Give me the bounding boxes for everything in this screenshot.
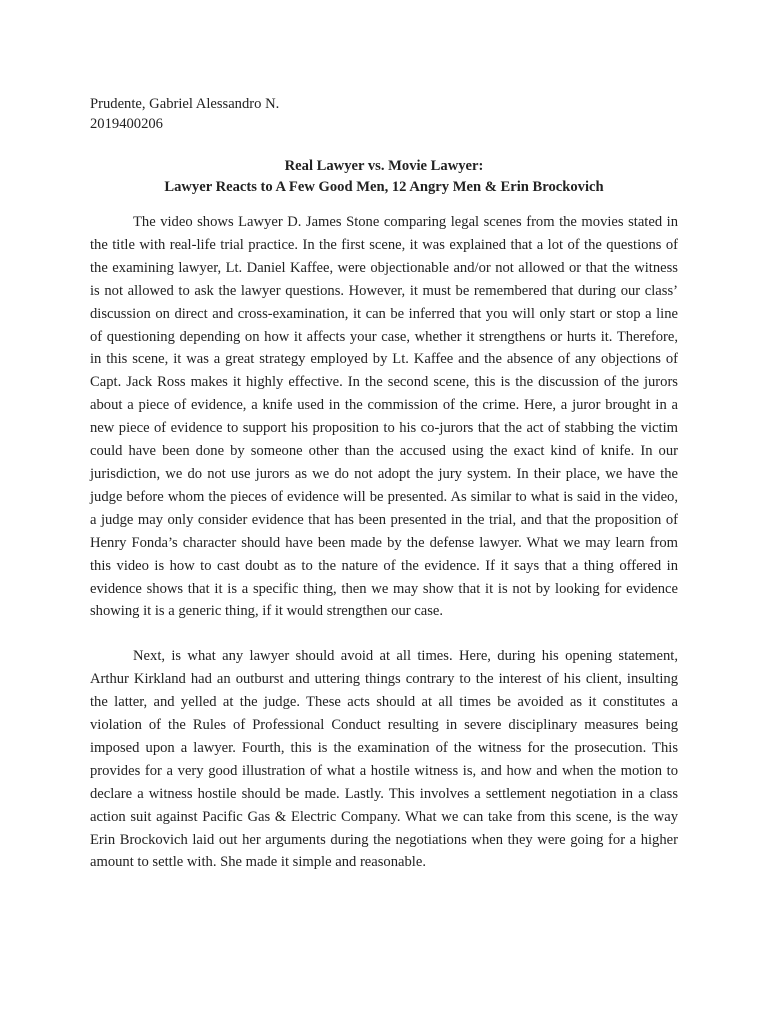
author-name: Prudente, Gabriel Alessandro N.	[90, 96, 280, 112]
document-title	[90, 156, 678, 198]
body-paragraph-2: Next, is what any lawyer should avoid at all times. Here, during his opening statement, Arthur Kirkland had an outburst and uttering things contrary to the interest of his client, insulting the latter, and yelled at the judge. These acts should at all times be avoided as it constitutes a violation of the Rules of Professional Conduct resulting in severe disciplinary measures being imposed upon a lawyer. Fourth, this is the examination of the witness for the prosecution. This provides for a very good illustration of what a hostile witness is, and how and when the motion to declare a witness hostile should be made. Lastly. This involves a settlement negotiation in a class action suit against Pacific Gas & Electric Company. What we can take from this scene, is the way Erin Brockovich laid out her arguments during the negotiations when they were going for a higher amount to settle with. She made it simple and reasonable.	[90, 648, 678, 871]
title-line-1: Real Lawyer vs. Movie Lawyer:	[284, 158, 484, 174]
body-paragraph-1: The video shows Lawyer D. James Stone comparing legal scenes from the movies stated in the title with real-life trial practice. In the first scene, it was explained that a lot of the questions of the examining lawyer, Lt. Daniel Kaffee, were objectionable and/or not allowed or that the witness is not allowed to ask the lawyer questions. However, it must be remembered that during our class’ discussion on direct and cross-examination, it can be inferred that you will only start or stop a line of questioning depending on how it affects your case, whether it strengthens or hurts it. Therefore, in this scene, it was a great strategy employed by Lt. Kaffee and the absence of any objections of Capt. Jack Ross makes it highly effective. In the second scene, this is the discussion of the jurors about a piece of evidence, a knife used in the commission of the crime. Here, a juror brought in a new piece of evidence to support his proposition to his co-jurors that the act of stabbing the victim could have been done by someone other than the accused using the exact kind of knife. In our jurisdiction, we do not use jurors as we do not adopt the jury system. In their place, we have the judge before whom the pieces of evidence will be presented. As similar to what is said in the video, a judge may only consider evidence that has been presented in the trial, and that the proposition of Henry Fonda’s character should have been made by the defense lawyer. What we may learn from this video is how to cast doubt as to the nature of the evidence. If it says that a thing offered in evidence shows that it is a specific thing, then we may show that it is not by looking for evidence showing it is a generic thing, if it would strengthen our case.	[90, 214, 678, 620]
title-line-2: Lawyer Reacts to A Few Good Men, 12 Angry Men & Erin Brockovich	[164, 179, 604, 195]
student-number: 2019400206	[90, 116, 163, 132]
